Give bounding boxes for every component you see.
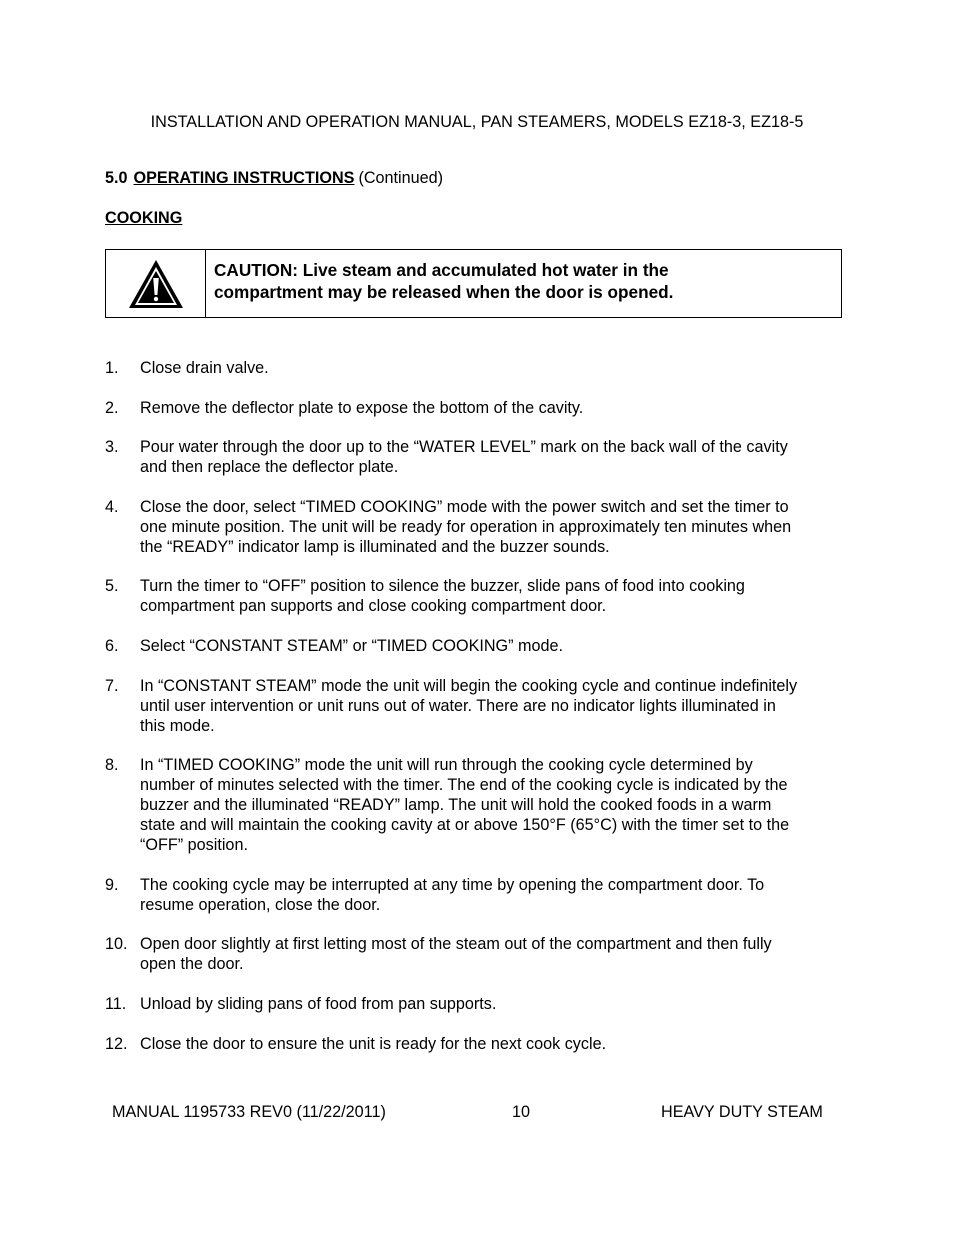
list-item — [105, 398, 850, 418]
step-text-line: and then replace the deflector plate. — [140, 458, 399, 477]
section-continued-label: (Continued) — [358, 169, 444, 187]
step-number: 11. — [105, 994, 127, 1013]
step-text-line: Open door slightly at first letting most of the steam out of the compartment and then fully — [140, 935, 772, 954]
step-number: 10. — [105, 935, 128, 954]
step-text-line: open the door. — [140, 955, 244, 974]
step-number: 3. — [105, 438, 119, 457]
list-item — [105, 1034, 850, 1054]
step-number: 12. — [105, 1034, 128, 1053]
section-number: 5.0 — [105, 169, 128, 187]
step-text — [140, 497, 850, 557]
step-text-line: Pour water through the door up to the “WATER LEVEL” mark on the back wall of the cavity — [140, 438, 788, 457]
step-text-line: this mode. — [140, 716, 215, 735]
step-text-line: the “READY” indicator lamp is illuminated and the buzzer sounds. — [140, 537, 610, 556]
step-number: 6. — [105, 636, 119, 655]
step-number: 9. — [105, 875, 119, 894]
step-text — [140, 576, 850, 616]
list-item — [105, 497, 850, 557]
section-title: OPERATING INSTRUCTIONS — [133, 169, 355, 187]
caution-icon-cell — [106, 250, 206, 317]
caution-box — [105, 249, 842, 318]
list-item — [105, 755, 850, 855]
step-text-line: In “CONSTANT STEAM” mode the unit will begin the cooking cycle and continue indefinitely — [140, 676, 798, 695]
step-text-line: until user intervention or unit runs out of water. There are no indicator lights illuminated in — [140, 696, 776, 715]
list-item — [105, 676, 850, 736]
step-number: 7. — [105, 676, 119, 695]
step-text-line: buzzer and the illuminated “READY” lamp. The unit will hold the cooked foods in a warm — [140, 796, 772, 815]
step-text-line: Close the door to ensure the unit is ready for the next cook cycle. — [140, 1034, 607, 1053]
step-text — [140, 994, 850, 1014]
list-item — [105, 437, 850, 477]
list-item — [105, 358, 850, 378]
footer-page-number: 10 — [512, 1103, 531, 1121]
caution-line: CAUTION: Live steam and accumulated hot water in the — [214, 260, 669, 280]
step-text-line: one minute position. The unit will be ready for operation in approximately ten minutes when — [140, 517, 792, 536]
footer-product-name: HEAVY DUTY STEAM — [661, 1103, 823, 1121]
operating-steps-list — [105, 358, 850, 1054]
step-text-line: state and will maintain the cooking cavity at or above 150°F (65°C) with the timer set to the — [140, 816, 790, 835]
step-text-line: “OFF” position. — [140, 836, 248, 855]
list-item — [105, 576, 850, 616]
list-item — [105, 636, 850, 656]
step-text — [140, 398, 850, 418]
step-number: 8. — [105, 756, 119, 775]
step-text-line: Unload by sliding pans of food from pan supports. — [140, 994, 497, 1013]
section-heading — [105, 168, 443, 188]
step-text — [140, 755, 850, 855]
step-text-line: In “TIMED COOKING” mode the unit will run through the cooking cycle determined by — [140, 756, 753, 775]
page-header-title: INSTALLATION AND OPERATION MANUAL, PAN STEAMERS, MODELS EZ18-3, EZ18-5 — [150, 113, 804, 131]
step-text-line: Turn the timer to “OFF” position to silence the buzzer, slide pans of food into cooking — [140, 577, 745, 596]
step-text — [140, 636, 850, 656]
step-text-line: Select “CONSTANT STEAM” or “TIMED COOKING” mode. — [140, 636, 564, 655]
list-item — [105, 934, 850, 974]
step-text-line: Close drain valve. — [140, 359, 269, 377]
step-text-line: Close the door, select “TIMED COOKING” mode with the power switch and set the timer to — [140, 497, 789, 516]
step-text-line: resume operation, close the door. — [140, 895, 381, 914]
footer-manual-number: MANUAL 1195733 REV0 (11/22/2011) — [112, 1103, 386, 1121]
step-number: 1. — [105, 359, 119, 377]
step-text — [140, 437, 850, 477]
subheading-cooking: COOKING — [105, 209, 183, 227]
step-number: 4. — [105, 497, 119, 516]
step-number: 2. — [105, 398, 119, 417]
list-item — [105, 994, 850, 1014]
caution-line: compartment may be released when the door is opened. — [214, 282, 674, 302]
step-text — [140, 1034, 850, 1054]
step-text — [140, 676, 850, 736]
warning-triangle-icon — [127, 258, 185, 310]
step-text — [140, 358, 850, 378]
caution-text — [206, 250, 834, 317]
step-text-line: Remove the deflector plate to expose the bottom of the cavity. — [140, 398, 584, 417]
step-text-line: compartment pan supports and close cooking compartment door. — [140, 597, 607, 616]
step-text — [140, 875, 850, 915]
list-item — [105, 875, 850, 915]
step-number: 5. — [105, 577, 119, 596]
step-text — [140, 934, 850, 974]
step-text-line: The cooking cycle may be interrupted at any time by opening the compartment door. To — [140, 875, 765, 894]
step-text-line: number of minutes selected with the timer. The end of the cooking cycle is indicated by the — [140, 776, 788, 795]
